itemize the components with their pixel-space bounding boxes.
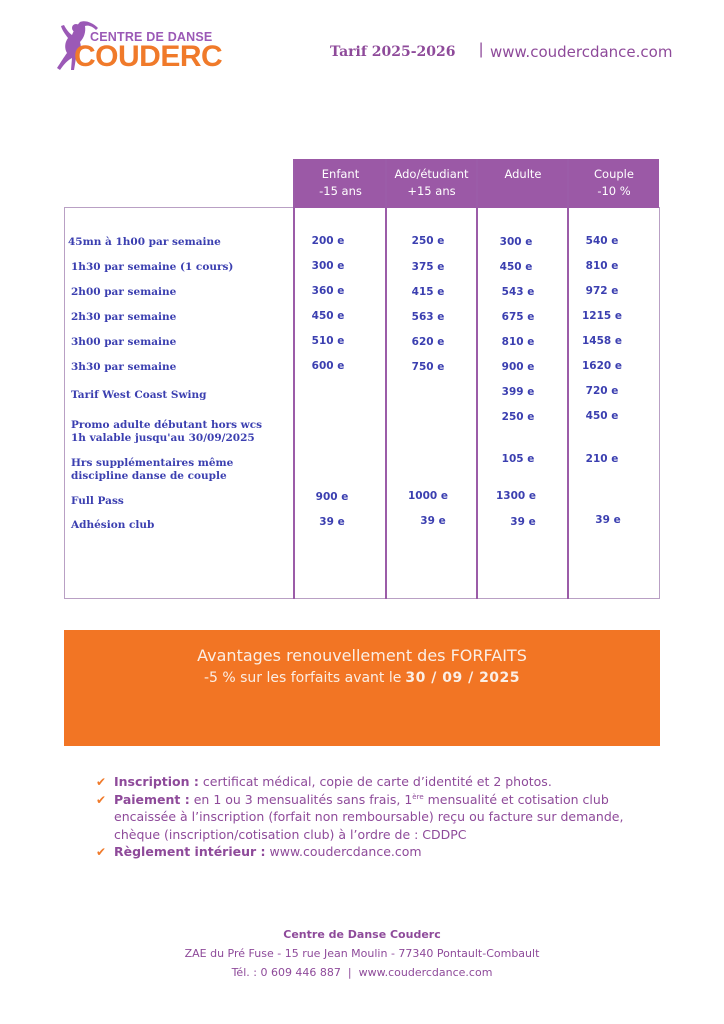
header-website-link[interactable]: www.coudercdance.com [490, 43, 673, 61]
row-label: 3h30 par semaine [71, 361, 177, 373]
info-text: certificat médical, copie de carte d’identité et 2 photos. [198, 774, 552, 789]
price-cell: 900 e [501, 361, 535, 373]
column-header-line2: -15 ans [319, 184, 362, 198]
header-separator: | [479, 41, 484, 58]
banner-subtitle [64, 670, 660, 686]
info-item-paiement [96, 791, 666, 844]
price-cell: 563 e [411, 311, 445, 323]
column-header-line2: -10 % [597, 184, 631, 198]
row-label: 2h00 par semaine [71, 286, 177, 298]
info-text: en 1 ou 3 mensualités sans frais, 1 [189, 791, 413, 807]
info-item-inscription [96, 773, 666, 791]
info-label: Inscription : [114, 774, 199, 789]
price-cell: 1000 e [407, 490, 448, 502]
info-label: Règlement intérieur : [114, 844, 266, 859]
column-divider [385, 159, 387, 599]
price-cell: 210 e [585, 453, 619, 465]
row-label: 1h30 par semaine (1 cours) [71, 261, 234, 273]
column-divider [476, 159, 478, 599]
info-text: mensualité et cotisation club encaissée à l’inscription (forfait non remboursable) reçu ou facture sur demande, chèque (inscription/cotisation club) à l’ordre de : CDDPC [114, 791, 624, 842]
price-cell: 200 e [311, 235, 345, 247]
price-cell: 810 e [501, 336, 535, 348]
row-label: 3h00 par semaine [71, 336, 177, 348]
price-cell: 450 e [499, 261, 533, 273]
info-list [96, 773, 666, 861]
price-cell: 415 e [411, 286, 445, 298]
banner-subtitle-text: -5 % sur les forfaits avant le [203, 670, 402, 686]
price-cell: 620 e [411, 336, 445, 348]
column-header-line1: Ado/étudiant [394, 167, 469, 181]
price-cell: 510 e [311, 335, 345, 347]
price-cell: 105 e [501, 453, 535, 465]
column-header-enfant [295, 159, 386, 208]
tarif-title: Tarif 2025-2026 [330, 44, 456, 60]
price-cell: 675 e [501, 311, 535, 323]
price-cell: 39 e [319, 516, 345, 528]
row-label: Adhésion club [71, 519, 155, 531]
price-cell: 375 e [411, 261, 445, 273]
column-header-adulte [477, 159, 569, 208]
row-label: Tarif West Coast Swing [71, 389, 207, 401]
row-label-line1: Hrs supplémentaires même [71, 457, 234, 469]
logo-subtitle: CENTRE DE DANSE [90, 30, 213, 44]
price-cell: 543 e [501, 286, 535, 298]
footer-contact: Tél. : 0 609 446 887 | www.coudercdance.com [231, 966, 493, 979]
price-cell: 810 e [585, 260, 619, 272]
logo [52, 18, 242, 76]
price-cell: 250 e [501, 411, 535, 423]
price-cell: 39 e [595, 514, 621, 526]
price-cell: 450 e [585, 410, 619, 422]
check-icon: ✔ [96, 775, 107, 789]
info-item-reglement [96, 843, 666, 861]
price-cell: 39 e [420, 515, 446, 527]
column-header-line1: Adulte [504, 167, 542, 181]
row-label-line1: Promo adulte débutant hors wcs [71, 419, 263, 431]
row-label-line2: 1h valable jusqu'au 30/09/2025 [71, 431, 255, 444]
row-label [71, 457, 233, 482]
banner-title: Avantages renouvellement des FORFAITS [197, 646, 527, 665]
price-cell: 600 e [311, 360, 345, 372]
price-cell: 1300 e [495, 490, 536, 502]
renewal-banner [64, 630, 660, 746]
price-cell: 1458 e [581, 335, 622, 347]
row-label: 45mn à 1h00 par semaine [68, 236, 221, 248]
row-label [71, 419, 262, 444]
price-cell: 399 e [501, 386, 535, 398]
logo-title: COUDERC [74, 40, 223, 73]
check-icon: ✔ [96, 792, 107, 807]
price-cell: 360 e [311, 285, 345, 297]
price-cell: 300 e [311, 260, 345, 272]
price-cell: 750 e [411, 361, 445, 373]
price-cell: 1620 e [581, 360, 622, 372]
info-superscript: ère [412, 792, 424, 801]
price-cell: 450 e [311, 310, 345, 322]
price-cell: 540 e [585, 235, 619, 247]
row-label-line2: discipline danse de couple [71, 469, 227, 482]
price-cell: 250 e [411, 235, 445, 247]
price-cell: 900 e [315, 491, 349, 503]
column-divider [293, 159, 295, 599]
column-header-ado [386, 159, 477, 208]
price-cell: 39 e [510, 516, 536, 528]
column-header-line1: Enfant [321, 167, 360, 181]
column-header-line2: +15 ans [407, 184, 456, 198]
column-header-couple [569, 159, 659, 208]
row-label: Full Pass [71, 495, 124, 507]
price-cell: 720 e [585, 385, 619, 397]
banner-date: 30 / 09 / 2025 [405, 670, 521, 686]
column-header-line1: Couple [594, 167, 634, 181]
price-cell: 972 e [585, 285, 619, 297]
price-cell: 300 e [499, 236, 533, 248]
footer-name: Centre de Danse Couderc [283, 928, 441, 941]
row-label: 2h30 par semaine [71, 311, 177, 323]
price-cell: 1215 e [581, 310, 622, 322]
info-label: Paiement : [114, 791, 190, 807]
footer-address: ZAE du Pré Fuse - 15 rue Jean Moulin - 77340 Pontault-Combault [184, 947, 540, 960]
check-icon: ✔ [96, 845, 107, 859]
info-link[interactable]: www.coudercdance.com [265, 844, 422, 859]
column-divider [567, 159, 569, 599]
